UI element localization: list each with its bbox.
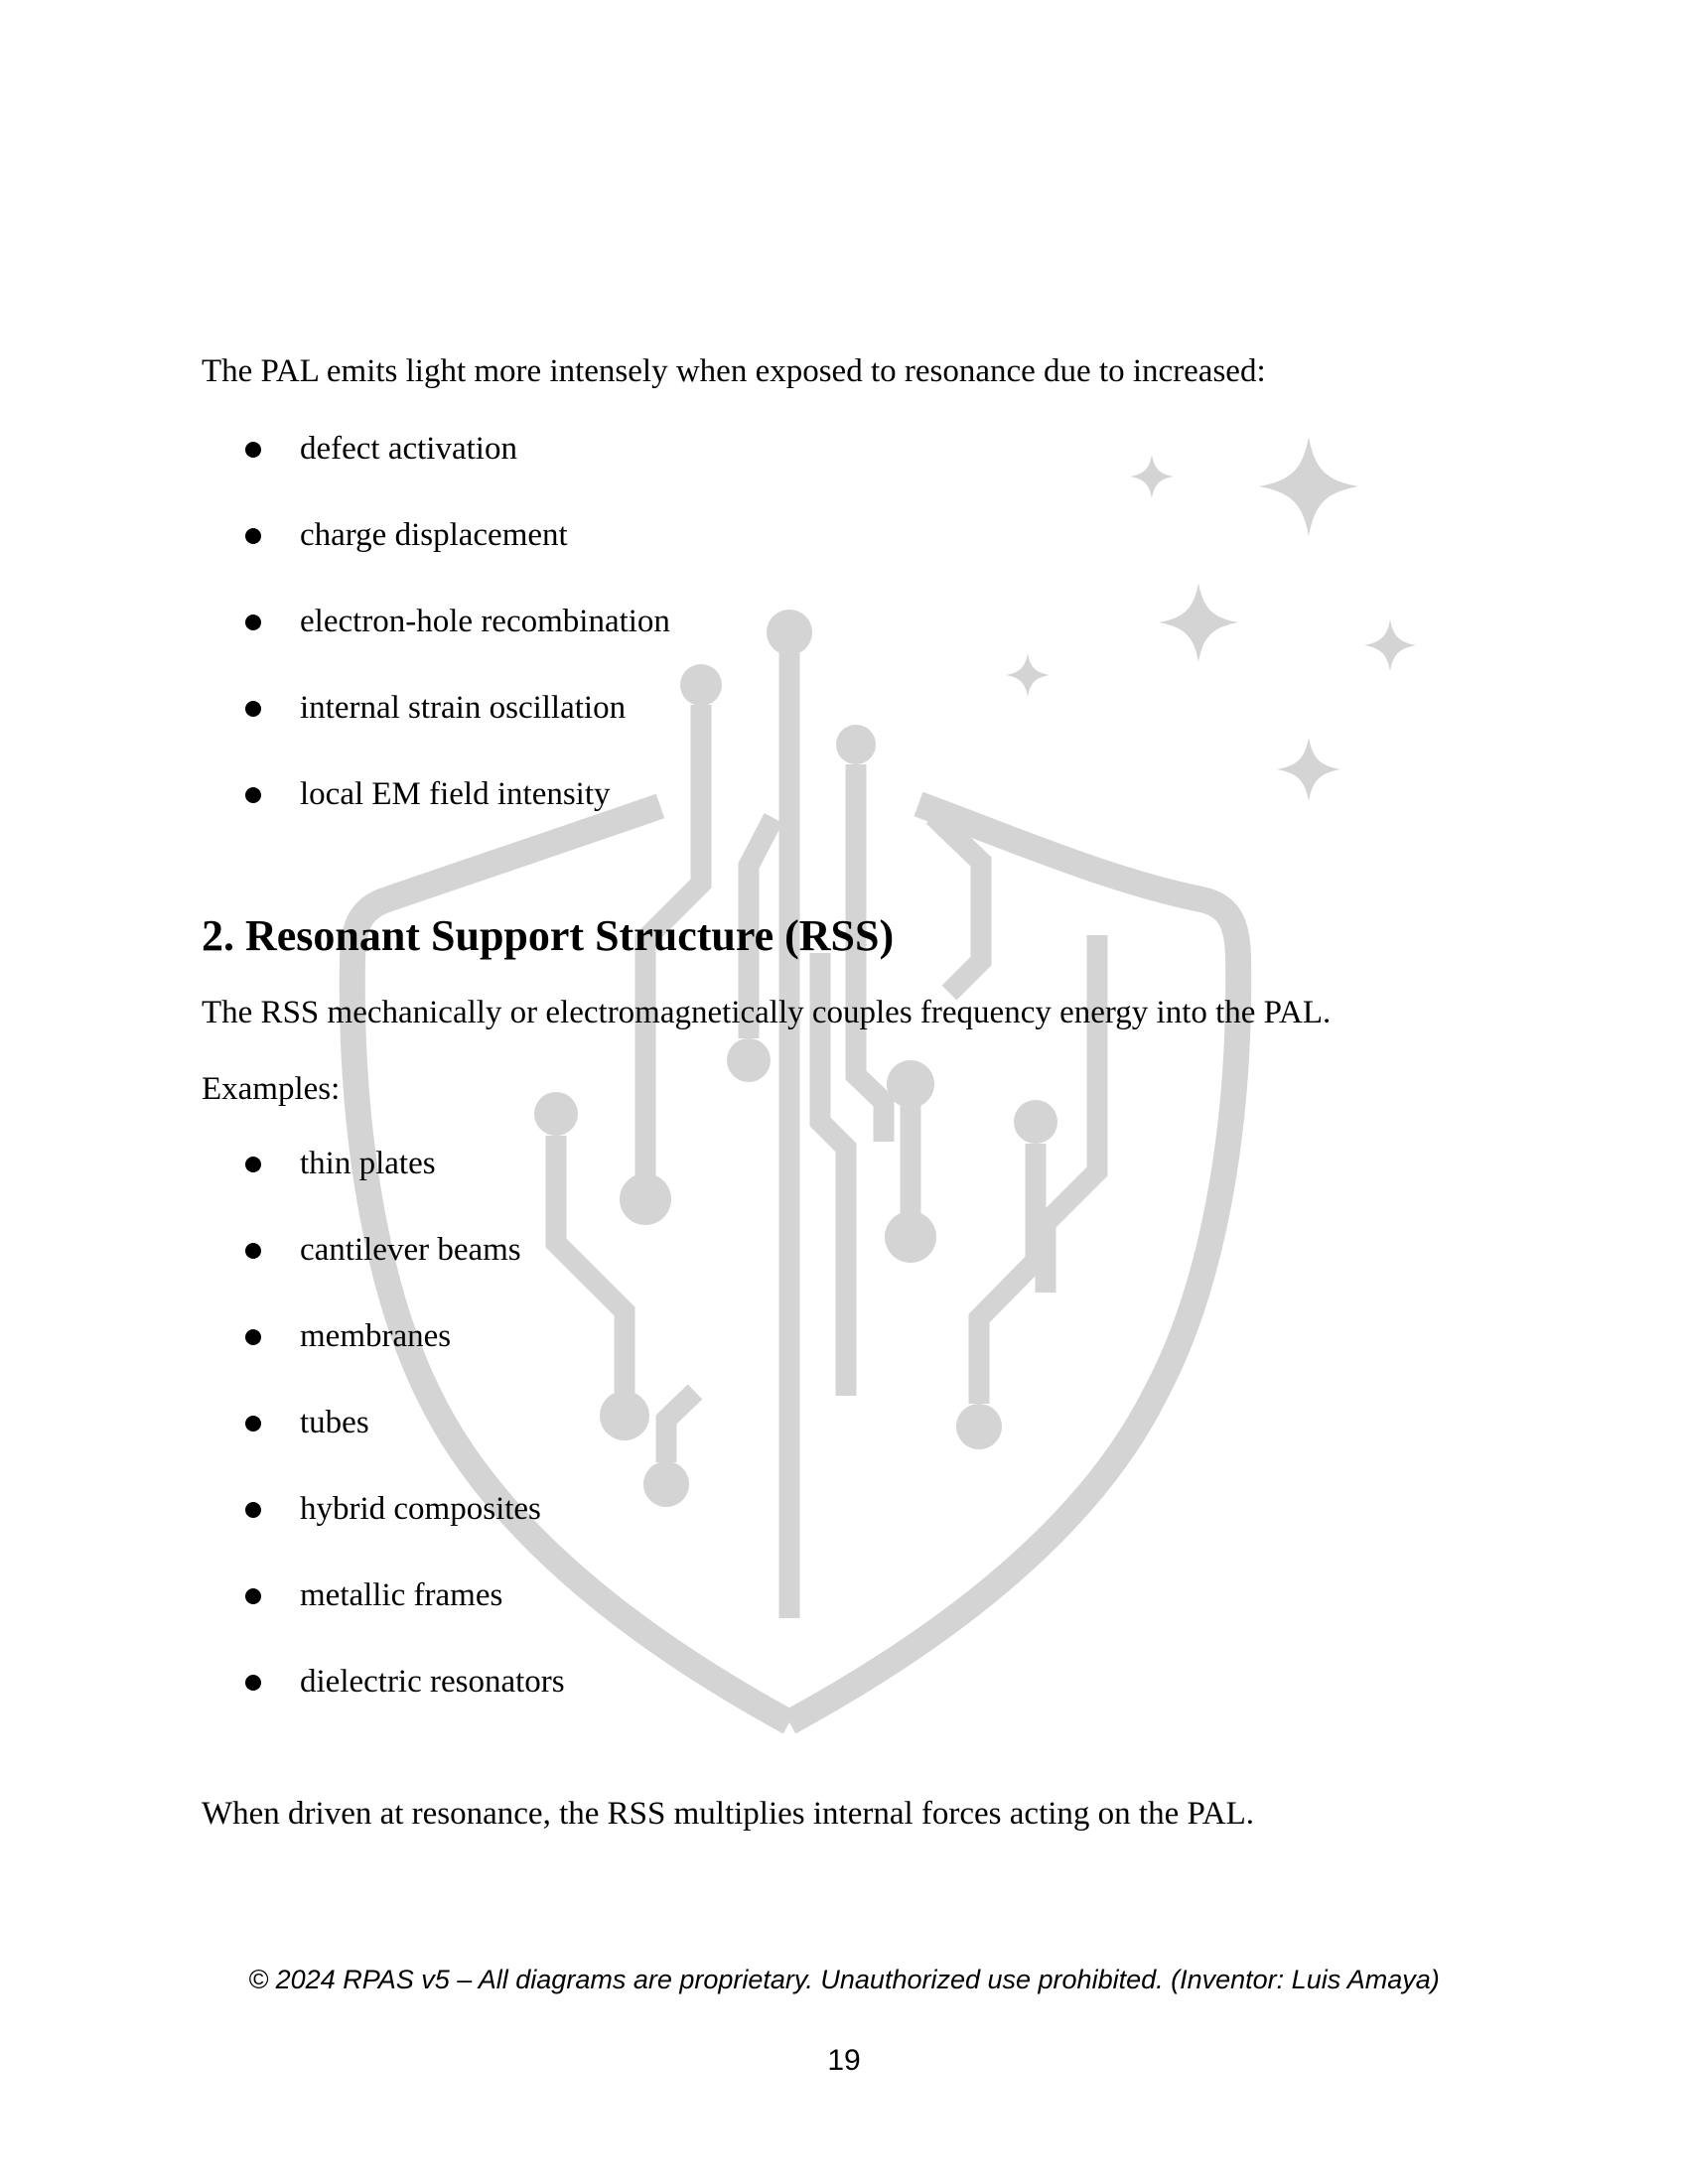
bullet-icon <box>245 787 261 803</box>
list-item <box>245 1663 565 1703</box>
list-item <box>245 1231 521 1271</box>
circuit-traces <box>556 653 1097 1618</box>
sparkle-icon <box>1130 455 1174 498</box>
bullet-icon <box>245 528 261 544</box>
list-item-label: defect activation <box>300 431 517 467</box>
list-item-label: metallic frames <box>300 1577 503 1613</box>
list-item-label: tubes <box>300 1405 369 1440</box>
list-item-label: electron-hole recombination <box>300 604 670 639</box>
list-item <box>245 1317 451 1357</box>
list-item-label: charge displacement <box>300 517 568 553</box>
list-item-label: dielectric resonators <box>300 1664 565 1700</box>
section-heading: 2. Resonant Support Structure (RSS) <box>202 911 895 960</box>
bullet-icon <box>245 442 261 458</box>
list-item-label: cantilever beams <box>300 1232 521 1268</box>
examples-label: Examples: <box>202 1071 341 1107</box>
bullet-icon <box>245 1243 261 1259</box>
sparkle-icon <box>1259 437 1358 536</box>
list-item-label: internal strain oscillation <box>300 690 627 726</box>
sparkle-icon <box>1277 738 1340 801</box>
list-item <box>245 516 568 556</box>
list-item <box>245 1145 436 1184</box>
bullet-icon <box>245 1157 261 1172</box>
bullet-icon <box>245 1675 261 1691</box>
list-item-label: hybrid composites <box>300 1491 541 1527</box>
sparkle-icon <box>1364 619 1416 671</box>
list-item <box>245 603 670 642</box>
list-item <box>245 689 626 729</box>
list-item <box>245 1576 502 1616</box>
bullet-icon <box>245 701 261 717</box>
intro-paragraph: The PAL emits light more intensely when exposed to resonance due to increased: <box>202 353 1266 389</box>
list-item-label: thin plates <box>300 1146 436 1181</box>
bullet-icon <box>245 1588 261 1604</box>
sparkle-icons <box>1006 437 1416 801</box>
copyright-footer: © 2024 RPAS v5 – All diagrams are proprietary. Unauthorized use prohibited. (Inventor: Luis Amaya) <box>248 1965 1440 1994</box>
closing-paragraph: When driven at resonance, the RSS multiplies internal forces acting on the PAL. <box>202 1796 1255 1832</box>
bullet-icon <box>245 1502 261 1518</box>
bullet-icon <box>245 1329 261 1345</box>
sparkle-icon <box>1006 653 1050 697</box>
list-item <box>245 430 517 470</box>
section-description: The RSS mechanically or electromagnetically couples frequency energy into the PAL. <box>202 995 1332 1030</box>
page-number: 19 <box>827 2044 861 2077</box>
circuit-pads <box>534 610 1057 1507</box>
list-item <box>245 1404 369 1443</box>
list-item-label: membranes <box>300 1318 452 1354</box>
sparkle-icon <box>1159 583 1238 662</box>
list-item <box>245 1490 541 1530</box>
list-item <box>245 775 611 815</box>
list-item-label: local EM field intensity <box>300 776 611 812</box>
bullet-icon <box>245 614 261 630</box>
bullet-icon <box>245 1416 261 1432</box>
